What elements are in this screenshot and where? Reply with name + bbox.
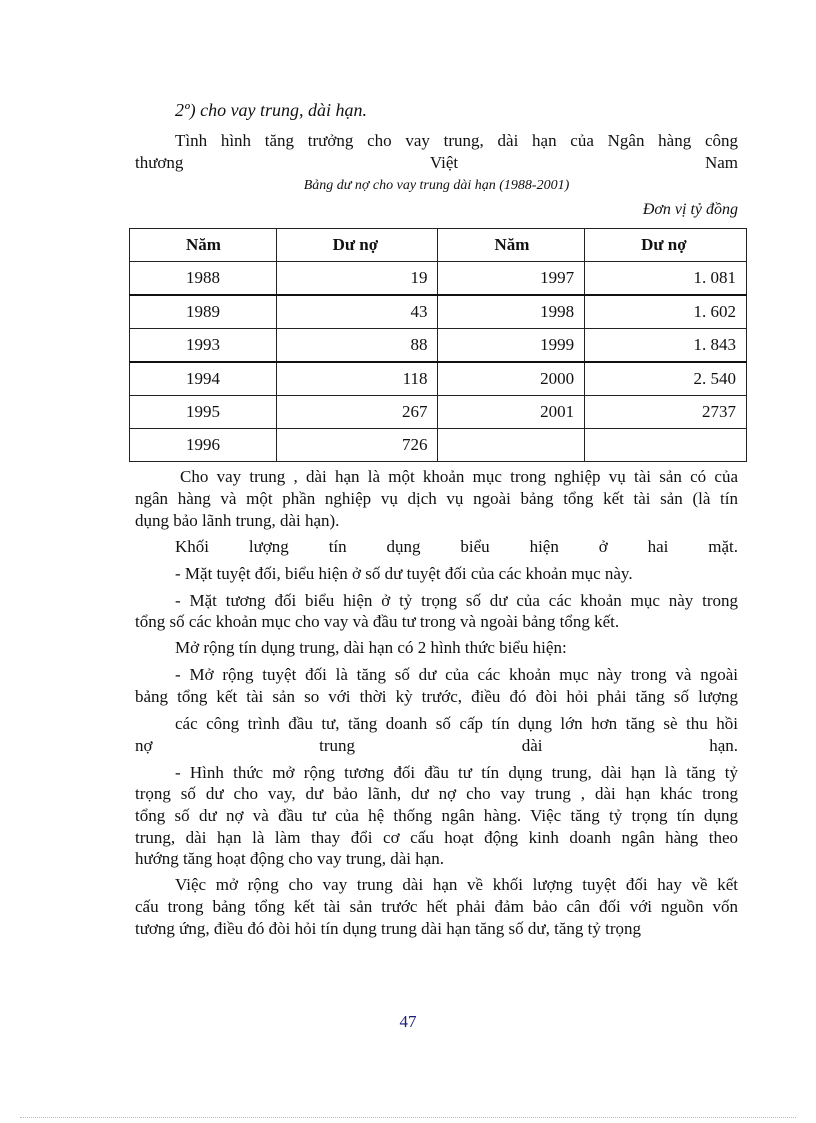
cell-balance bbox=[585, 429, 747, 462]
cell-year: 2000 bbox=[438, 362, 585, 396]
paragraph-7-line-2: trọng số dư cho vay, dư bảo lãnh, dư nợ cho vay trung , dài hạn khác trong bbox=[135, 784, 738, 803]
cell-balance: 118 bbox=[276, 362, 438, 396]
cell-year: 1993 bbox=[130, 329, 277, 363]
table-row bbox=[130, 295, 747, 329]
cell-balance: 19 bbox=[276, 262, 438, 296]
table-header-row bbox=[130, 229, 747, 262]
paragraph-6-line-3: các công trình đầu tư, tăng doanh số cấp tín dụng lớn hơn tăng sè thu hồi bbox=[175, 714, 738, 733]
paragraph-6-line-4: nợ trung dài hạn. bbox=[135, 736, 738, 755]
paragraph-4-line-1: - Mặt tương đối biểu hiện ở tỷ trọng số dư của các khoản mục này trong bbox=[175, 591, 738, 610]
paragraph-7-line-4: trung, dài hạn là làm thay đổi cơ cấu hoạt động kinh doanh ngân hàng theo bbox=[135, 828, 738, 847]
intro-line-2: thương Việt Nam bbox=[135, 153, 738, 172]
paragraph-7-line-5: hướng tăng hoạt động cho vay trung, dài hạn. bbox=[135, 849, 445, 868]
cell-year: 1988 bbox=[130, 262, 277, 296]
unit-label: Đơn vị tỷ đồng bbox=[642, 201, 738, 218]
table-caption: Bảng dư nợ cho vay trung dài hạn (1988-2001) bbox=[303, 178, 570, 193]
paragraph-6-line-2: bảng tổng kết tài sản so với thời kỳ trước, điều đó đòi hỏi phải tăng số lượng bbox=[135, 687, 738, 706]
paragraph-2: Khối lượng tín dụng biểu hiện ở hai mặt. bbox=[175, 537, 738, 556]
header-balance-1: Dư nợ bbox=[276, 229, 438, 262]
cell-year: 1999 bbox=[438, 329, 585, 363]
paragraph-4-line-2: tổng số các khoản mục cho vay và đầu tư trong và ngoài bảng tổng kết. bbox=[135, 612, 620, 631]
page-bottom-divider bbox=[20, 1117, 796, 1118]
cell-year: 2001 bbox=[438, 396, 585, 429]
header-balance-2: Dư nợ bbox=[585, 229, 747, 262]
cell-balance: 2737 bbox=[585, 396, 747, 429]
paragraph-1-line-1: Cho vay trung , dài hạn là một khoản mục trong nghiệp vụ tài sản có của bbox=[180, 467, 738, 486]
paragraph-8-line-1: Việc mở rộng cho vay trung dài hạn về khối lượng tuyệt đối hay về kết bbox=[175, 875, 738, 894]
cell-year: 1997 bbox=[438, 262, 585, 296]
paragraph-8-line-3: tương ứng, điều đó đòi hỏi tín dụng trung dài hạn tăng số dư, tăng tỷ trọng bbox=[135, 919, 641, 938]
paragraph-7-line-1: - Hình thức mở rộng tương đối đầu tư tín dụng trung, dài hạn là tăng tỷ bbox=[175, 763, 738, 782]
cell-year: 1989 bbox=[130, 295, 277, 329]
header-year-2: Năm bbox=[438, 229, 585, 262]
paragraph-3: - Mặt tuyệt đối, biểu hiện ở số dư tuyệt đối của các khoản mục này. bbox=[175, 564, 633, 583]
cell-balance: 267 bbox=[276, 396, 438, 429]
cell-year: 1998 bbox=[438, 295, 585, 329]
table-row bbox=[130, 429, 747, 462]
header-year-1: Năm bbox=[130, 229, 277, 262]
table-row bbox=[130, 329, 747, 363]
table-row bbox=[130, 362, 747, 396]
paragraph-8-line-2: cấu trong bảng tổng kết tài sản trước hết phải đảm bảo cân đối với nguồn vốn bbox=[135, 897, 738, 916]
cell-balance: 43 bbox=[276, 295, 438, 329]
cell-balance: 726 bbox=[276, 429, 438, 462]
paragraph-5: Mở rộng tín dụng trung, dài hạn có 2 hình thức biểu hiện: bbox=[175, 638, 567, 657]
page-number: 47 bbox=[399, 1012, 417, 1031]
loan-balance-table bbox=[129, 228, 747, 462]
section-heading: 2º) cho vay trung, dài hạn. bbox=[175, 100, 368, 120]
paragraph-1-line-2: ngân hàng và một phần nghiệp vụ dịch vụ ngoài bảng tổng kết tài sản (là tín bbox=[135, 489, 738, 508]
cell-year bbox=[438, 429, 585, 462]
cell-balance: 1. 602 bbox=[585, 295, 747, 329]
cell-year: 1996 bbox=[130, 429, 277, 462]
cell-balance: 1. 081 bbox=[585, 262, 747, 296]
paragraph-6-line-1: - Mở rộng tuyệt đối là tăng số dư của các khoản mục này trong và ngoài bbox=[175, 665, 738, 684]
cell-year: 1995 bbox=[130, 396, 277, 429]
cell-balance: 2. 540 bbox=[585, 362, 747, 396]
cell-year: 1994 bbox=[130, 362, 277, 396]
table-row bbox=[130, 396, 747, 429]
table-row bbox=[130, 262, 747, 296]
paragraph-7-line-3: tổng số dư nợ và đầu tư của hệ thống ngân hàng. Việc tăng tỷ trọng tín dụng bbox=[135, 806, 738, 825]
intro-line-1: Tình hình tăng trưởng cho vay trung, dài hạn của Ngân hàng công bbox=[175, 131, 738, 150]
cell-balance: 1. 843 bbox=[585, 329, 747, 363]
paragraph-1-line-3: dụng bảo lãnh trung, dài hạn). bbox=[135, 511, 340, 530]
cell-balance: 88 bbox=[276, 329, 438, 363]
